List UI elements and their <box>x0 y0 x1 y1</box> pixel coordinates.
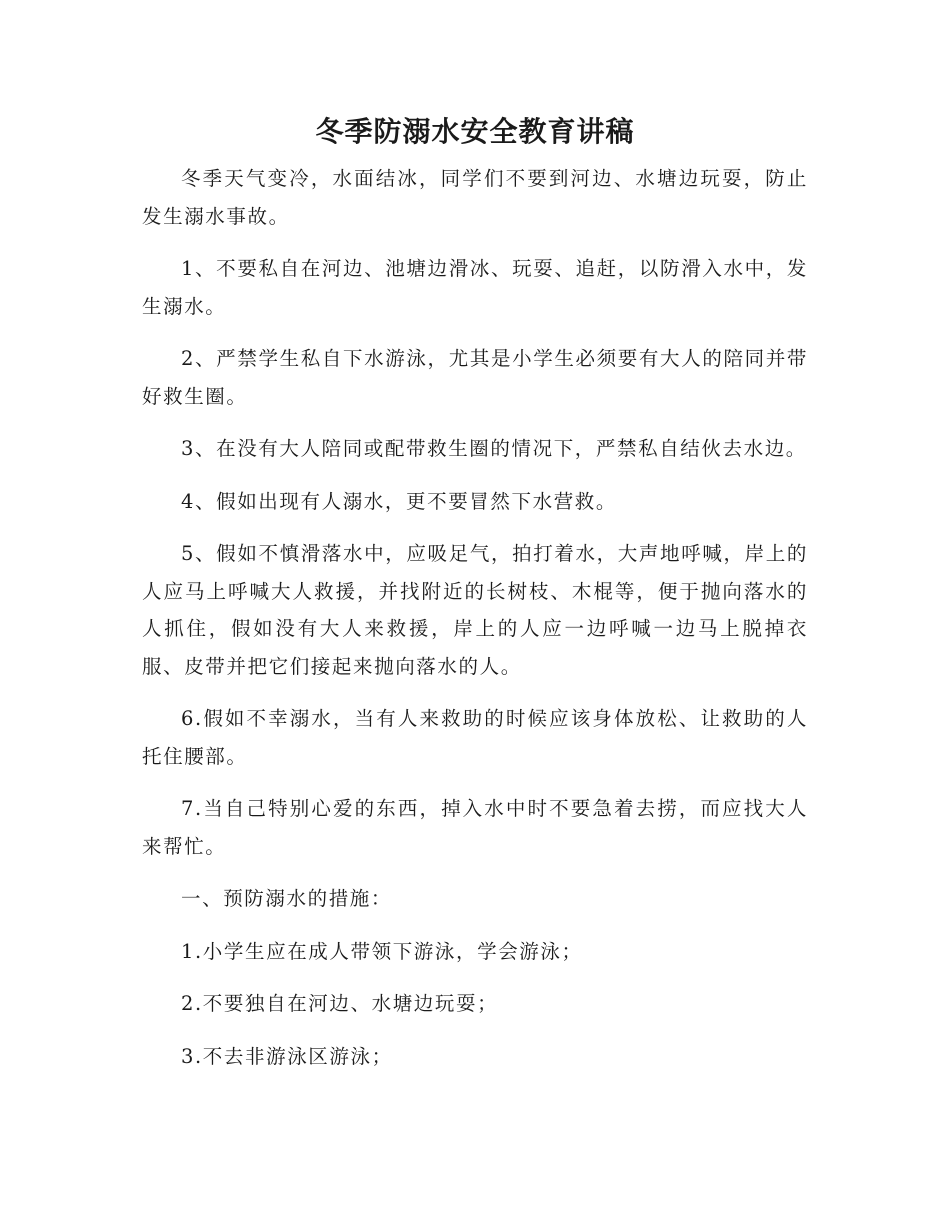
paragraph-rule-5: 5、假如不慎滑落水中，应吸足气，拍打着水，大声地呼喊，岸上的人应马上呼喊大人救援，并找附近的长树枝、木棍等，便于抛向落水的人抓住，假如没有大人来救援，岸上的人应一边呼喊一边马上脱掉衣服、皮带并把它们接起来抛向落水的人。 <box>142 542 808 678</box>
document-body <box>142 160 808 1090</box>
paragraph-rule-3: 3、在没有大人陪同或配带救生圈的情况下，严禁私自结伙去水边。 <box>181 437 807 460</box>
measure-item-1: 1.小学生应在成人带领下游泳，学会游泳； <box>181 939 583 963</box>
section-heading: 一、预防溺水的措施： <box>181 887 393 910</box>
measure-item-3: 3.不去非游泳区游泳； <box>181 1044 393 1068</box>
paragraph-rule-4: 4、假如出现有人溺水，更不要冒然下水营救。 <box>181 489 618 513</box>
paragraph-rule-6: 6.假如不幸溺水，当有人来救助的时候应该身体放松、让救助的人托住腰部。 <box>142 707 808 768</box>
measure-item-2: 2.不要独自在河边、水塘边玩耍； <box>181 992 499 1015</box>
document-title: 冬季防溺水安全教育讲稿 <box>315 115 635 148</box>
paragraph-rule-2: 2、严禁学生私自下水游泳，尤其是小学生必须要有大人的陪同并带好救生圈。 <box>142 347 808 408</box>
paragraph-intro: 冬季天气变冷，水面结冰，同学们不要到河边、水塘边玩耍，防止发生溺水事故。 <box>142 167 808 228</box>
paragraph-rule-7: 7.当自己特别心爱的东西，掉入水中时不要急着去捞，而应找大人来帮忙。 <box>142 797 808 858</box>
paragraph-rule-1: 1、不要私自在河边、池塘边滑冰、玩耍、追赶，以防滑入水中，发生溺水。 <box>142 257 808 318</box>
